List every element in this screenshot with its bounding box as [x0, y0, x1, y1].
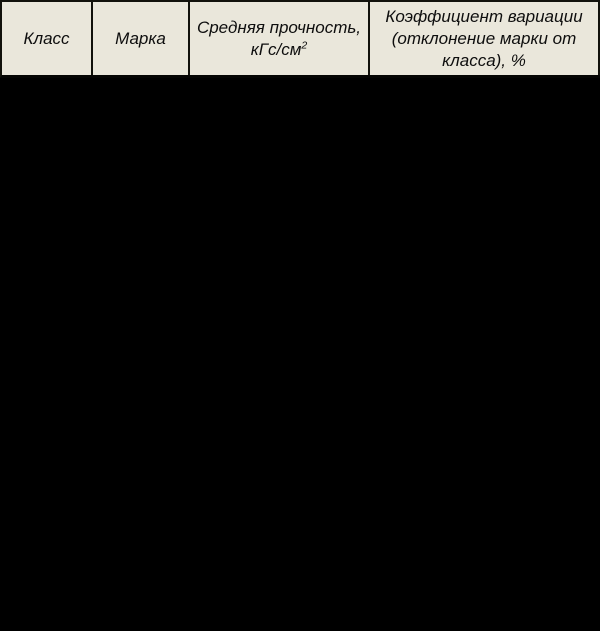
header-cell-variation-coefficient — [370, 2, 600, 75]
header-label-variation-line3: класса), % — [442, 50, 526, 70]
header-label-class: Класс — [23, 28, 70, 48]
avg-strength-units-text: кГс/см — [250, 39, 302, 59]
header-label-mark: Марка — [115, 28, 166, 48]
table-body-blackout — [0, 78, 600, 631]
header-label-avg-strength-line2 — [251, 39, 308, 61]
header-label-avg-strength-line1: Средняя прочность, — [196, 17, 362, 37]
header-label-variation-line2: (отклонение марки от — [391, 28, 577, 48]
header-cell-avg-strength — [190, 2, 370, 75]
header-label-variation-line1: Коэффициент вариации — [385, 6, 583, 26]
header-cell-mark — [93, 2, 190, 75]
header-cell-class — [2, 2, 93, 75]
avg-strength-superscript: 2 — [301, 38, 308, 51]
table-header-row — [0, 0, 600, 78]
